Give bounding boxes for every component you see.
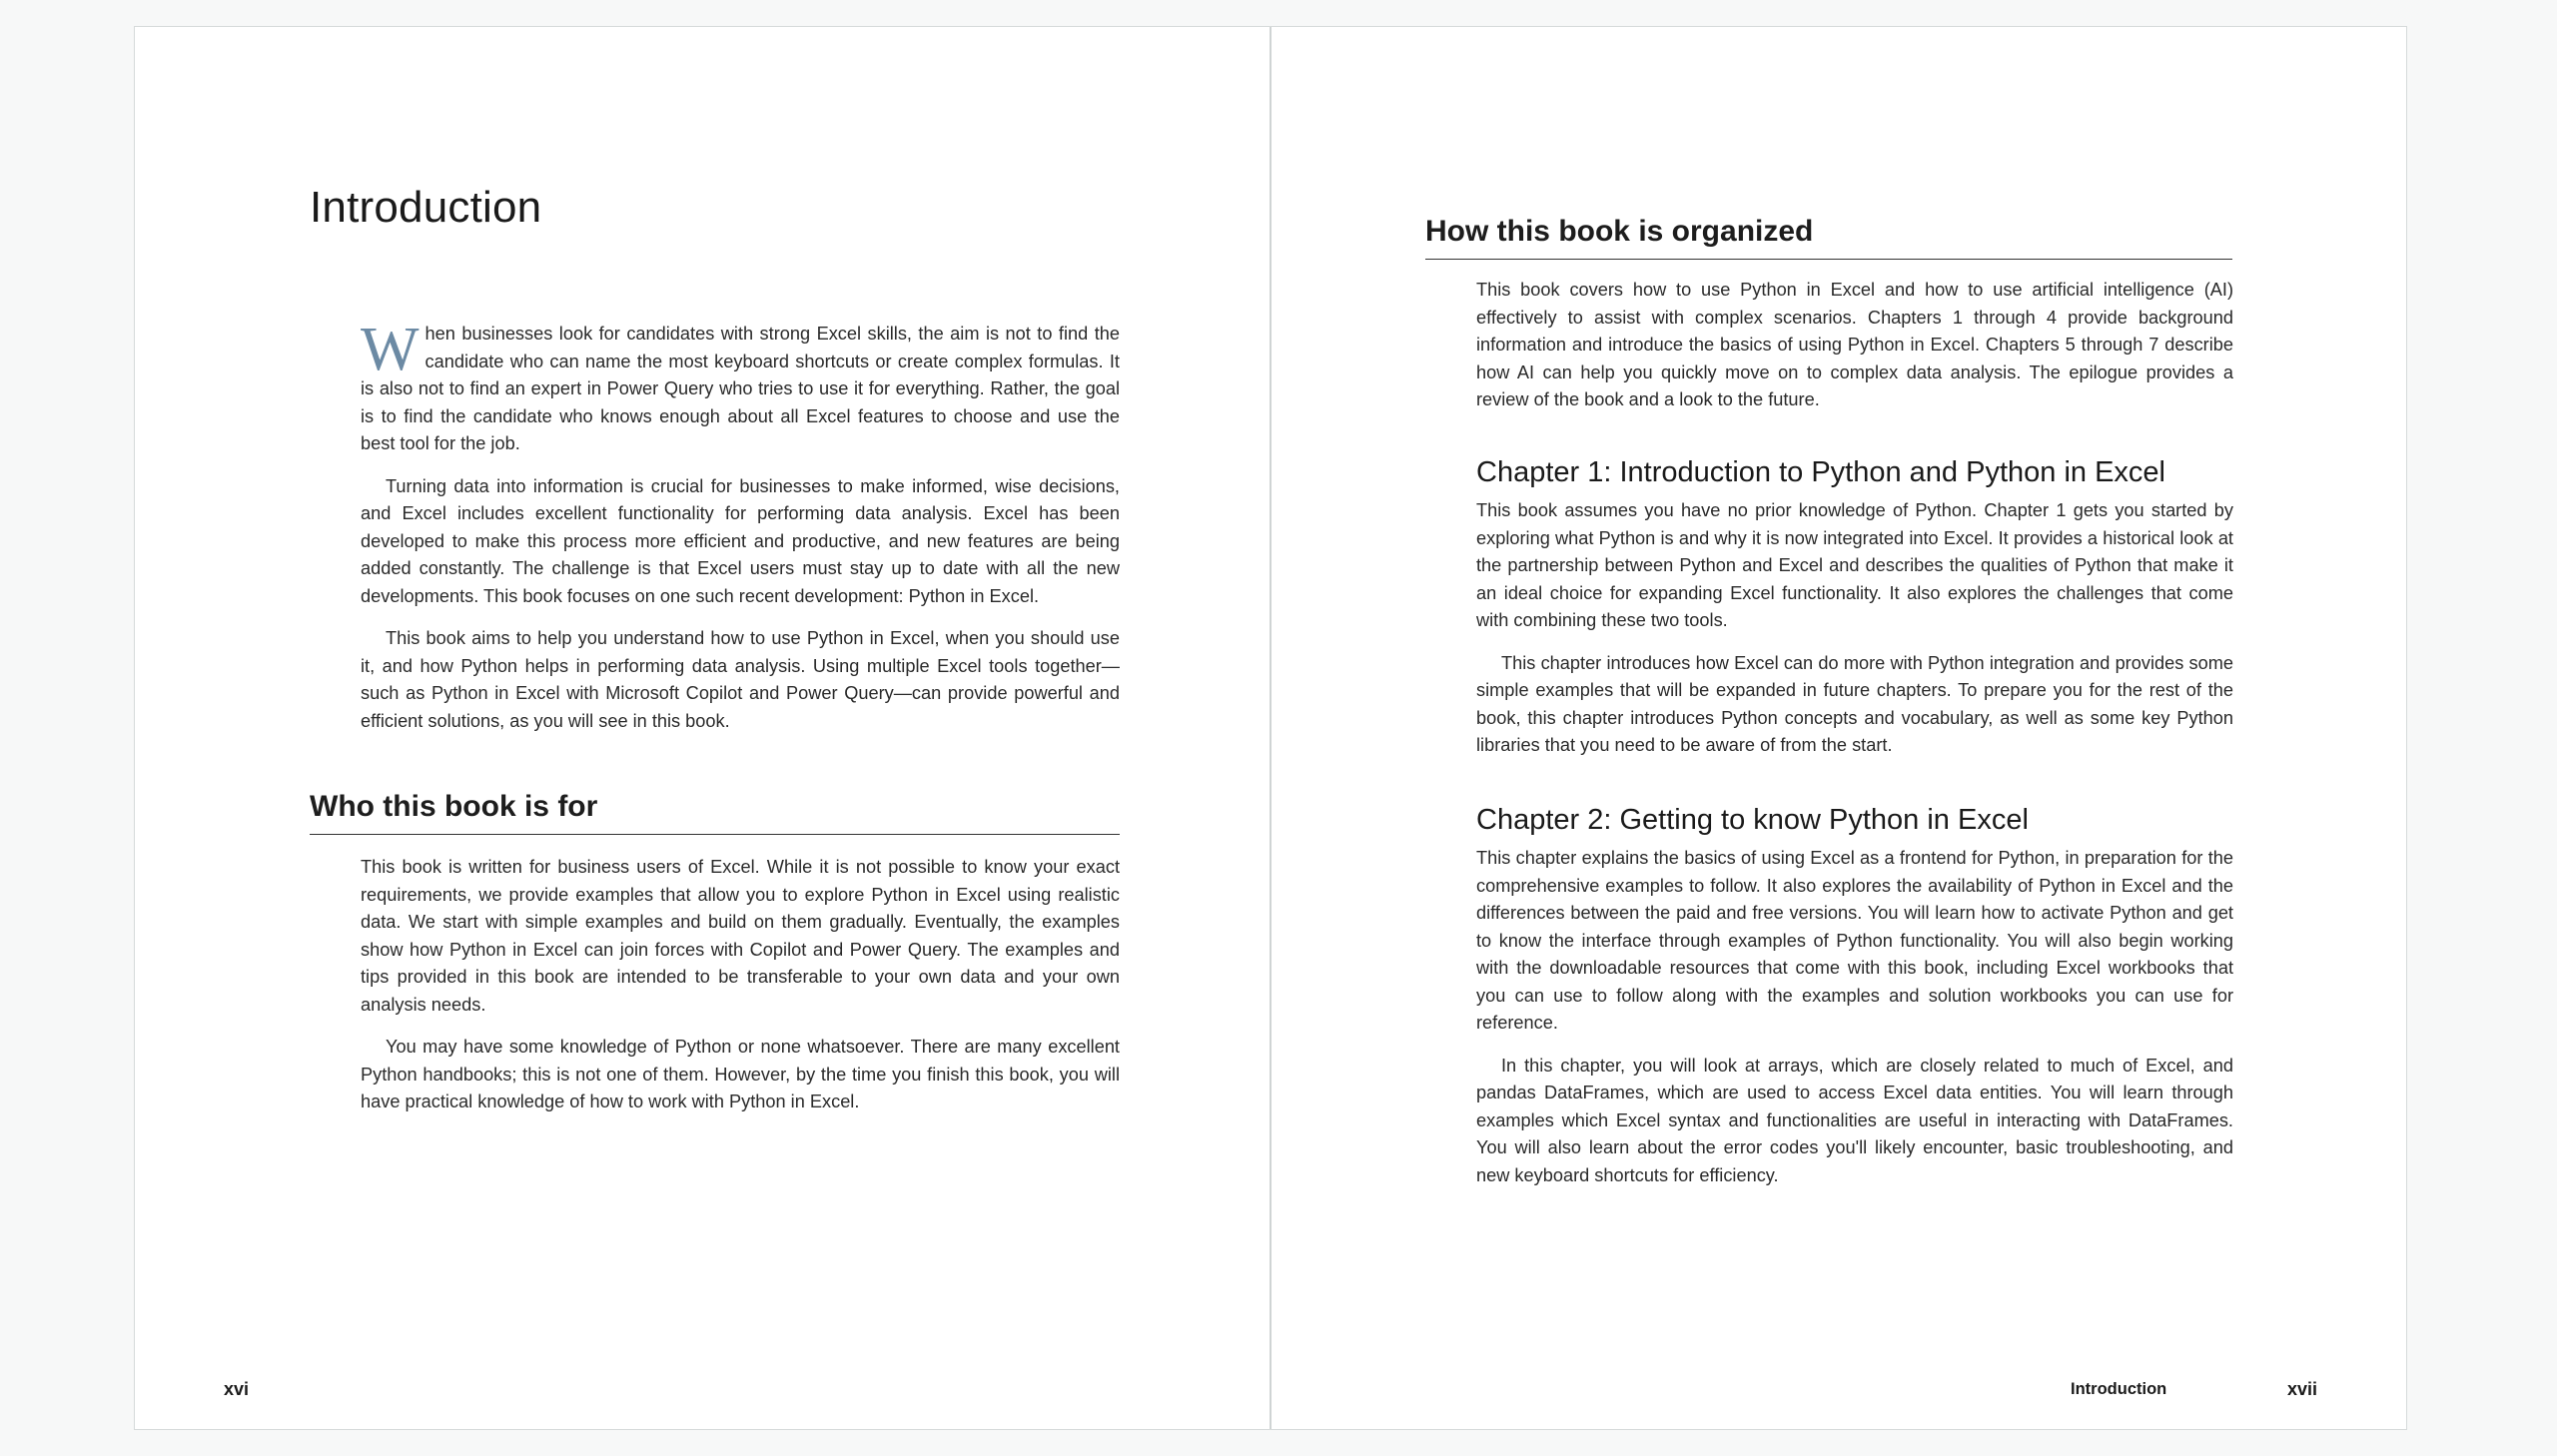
chapter-1-paragraph-2: This chapter introduces how Excel can do more with Python integration and provides some simple examples that will be expanded in future chapters. To prepare you for the rest of the book, this chapter introduces Python concepts and vocabulary, as well as some key Python libraries that you need to be aware of from the start. <box>1476 652 2233 755</box>
intro-section <box>361 316 1120 750</box>
page-number-left: xvi <box>224 1379 250 1399</box>
page-number-right: xvii <box>2287 1379 2318 1399</box>
organized-paragraph: This book covers how to use Python in Excel and how to use artificial intelligence (AI) effectively to assist with complex scenarios. Chapters 1 through 4 provide background information and introduce the basics of using Python in Excel. Chapters 5 through 7 describe how AI can help you quickly move on to complex data analysis. The epilogue provides a review of the book and a look to the future. <box>1476 280 2233 409</box>
who-paragraph-2: You may have some knowledge of Python or none whatsoever. There are many excellent Python handbooks; this is not one of them. However, by the time you finish this book, you will have practical knowledge of how to work with Python in Excel. <box>361 1037 1120 1111</box>
intro-paragraph-3: This book aims to help you understand how to use Python in Excel, when you should use it, and how Python helps in performing data analysis. Using multiple Excel tools together—such as Python in Excel with Microsoft Copilot and Power Query—can provide powerful and efficient solutions, as you will see in this book. <box>361 628 1120 731</box>
chapter-2-section <box>1476 845 2233 1204</box>
who-section <box>361 854 1120 1131</box>
chapter-1-heading: Chapter 1: Introduction to Python and Python in Excel <box>1476 456 2165 488</box>
intro-paragraph-1 <box>361 316 1120 458</box>
chapter-2-heading: Chapter 2: Getting to know Python in Excel <box>1476 804 2029 836</box>
page-title: Introduction <box>310 183 542 232</box>
chapter-1-section <box>1476 497 2233 775</box>
chapter-1-paragraph-1: This book assumes you have no prior knowledge of Python. Chapter 1 gets you started by exploring what Python is and why it is now integrated into Excel. It provides a historical look at the partnership between Python and Excel and describes the qualities of Python that make it an ideal choice for expanding Excel functionality. It also explores the challenges that come with combining these two tools. <box>1476 500 2233 630</box>
chapter-2-paragraph-1: This chapter explains the basics of using Excel as a frontend for Python, in preparation for the comprehensive examples to follow. It also explores the availability of Python in Excel and the differences between the paid and free versions. You will learn how to activate Python and get to know the interface through examples of Python functionality. You will also begin working with the downloadable resources that come with this book, including Excel workbooks that you can use to follow along with the examples and solution workbooks you can use for reference. <box>1476 848 2233 1033</box>
organized-section <box>1476 277 2233 429</box>
organized-heading: How this book is organized <box>1425 215 2232 260</box>
who-paragraph-1: This book is written for business users of Excel. While it is not possible to know your exact requirements, we provide examples that allow you to explore Python in Excel using realistic data. We start with simple examples and build on them gradually. Eventually, the examples show how Python in Excel can join forces with Copilot and Power Query. The examples and tips provided in this book are intended to be transferable to your own data and your own analysis needs. <box>361 857 1120 1015</box>
who-heading: Who this book is for <box>310 790 1120 835</box>
book-spread <box>134 26 2407 1430</box>
running-head: Introduction <box>2071 1380 2167 1398</box>
drop-cap: W <box>361 316 420 383</box>
intro-paragraph-1-text: hen businesses look for candidates with strong Excel skills, the aim is not to find the candidate who can name the most keyboard shortcuts or create complex formulas. It is also not to find an expert in Power Query who tries to use it for everything. Rather, the goal is to find the candidate who knows enough about all Excel features to choose and use the best tool for the job. <box>361 324 1120 453</box>
intro-paragraph-2: Turning data into information is crucial for businesses to make informed, wise decisions, and Excel includes excellent functionality for performing data analysis. Excel has been developed to make this process more efficient and productive, and new features are being added constantly. The challenge is that Excel users must stay up to date with all the new developments. This book focuses on one such recent development: Python in Excel. <box>361 475 1120 606</box>
right-page <box>1272 27 2408 1429</box>
chapter-2-paragraph-2: In this chapter, you will look at arrays, which are closely related to much of Excel, and pandas DataFrames, which are used to access Excel data entities. You will learn through examples which Excel syntax and functionalities are useful in interacting with DataFrames. You will also learn about the error codes you'll likely encounter, basic troubleshooting, and new keyboard shortcuts for efficiency. <box>1476 1055 2233 1185</box>
left-page <box>135 27 1272 1429</box>
